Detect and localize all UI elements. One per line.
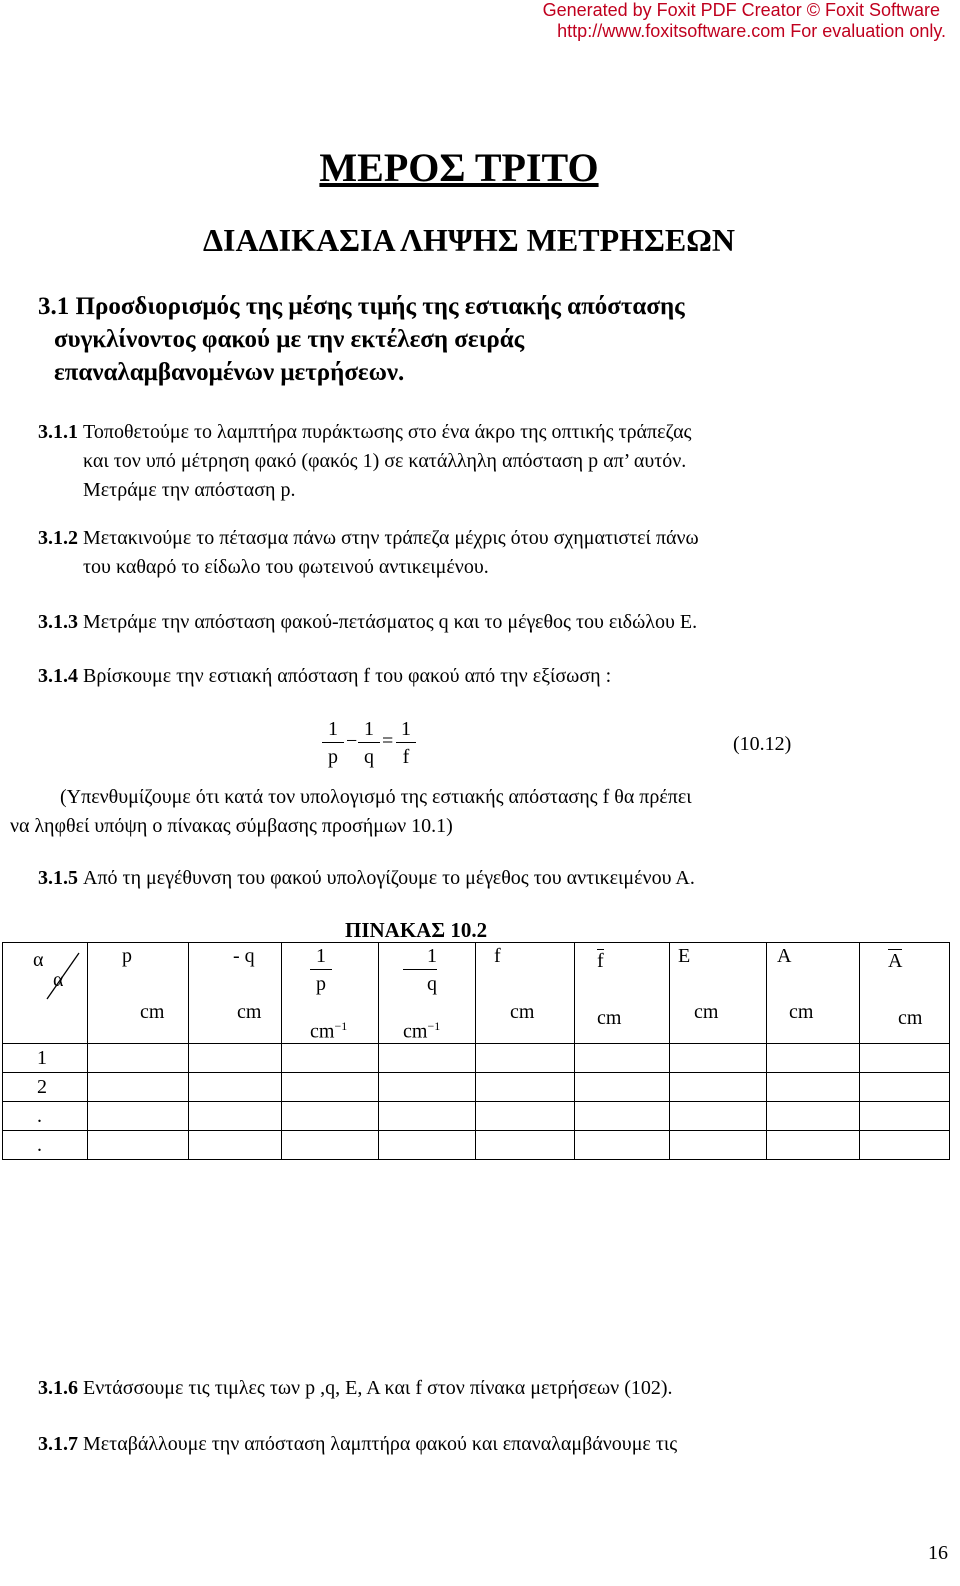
header-cell-f-mean <box>575 943 670 1044</box>
table-cell <box>379 1102 476 1131</box>
table-cell <box>476 1131 575 1160</box>
fraction-1-over-q <box>403 943 437 998</box>
table-cell <box>379 1073 476 1102</box>
table-cell <box>88 1073 189 1102</box>
table-row <box>3 1131 950 1160</box>
table-cell <box>670 1102 767 1131</box>
numerator: 1 <box>396 716 416 743</box>
table-cell <box>860 1073 950 1102</box>
header-cell-ratio <box>3 943 88 1044</box>
measurements-table <box>2 942 950 1160</box>
table-cell <box>575 1044 670 1073</box>
table-cell <box>860 1131 950 1160</box>
table-cell <box>860 1044 950 1073</box>
table-cell <box>379 1044 476 1073</box>
table-cell <box>767 1044 860 1073</box>
table-cell <box>767 1073 860 1102</box>
table-row <box>3 1102 950 1131</box>
table-cell <box>88 1102 189 1131</box>
denominator: q <box>364 746 374 768</box>
table-cell <box>189 1102 282 1131</box>
note-line-1: (Υπενθυμίζουμε ότι κατά τον υπολογισμό της εστιακής απόστασης f θα πρέπει <box>60 786 692 808</box>
table-cell <box>379 1131 476 1160</box>
header-unit: cm <box>140 1001 165 1023</box>
header-label: p <box>122 945 132 967</box>
step-text-line: Μεταβάλλουμε την απόσταση λαμπτήρα φακού και επαναλαμβάνουμε τις <box>83 1433 678 1455</box>
ratio-top: α <box>33 949 44 971</box>
table-cell <box>670 1073 767 1102</box>
row-index: 2 <box>3 1073 88 1102</box>
step-text-line: του καθαρό το είδωλο του φωτεινού αντικειμένου. <box>83 556 489 578</box>
header-cell-a-mean <box>860 943 950 1044</box>
header-label-overlined: A <box>888 950 903 972</box>
fraction-1-over-p <box>322 716 344 771</box>
unit-exponent: −1 <box>334 1019 348 1033</box>
step-3-1-1 <box>38 418 691 505</box>
header-unit: cm <box>510 1001 535 1023</box>
unit-exponent: −1 <box>427 1019 441 1033</box>
table-cell <box>282 1073 379 1102</box>
step-number: 3.1.7 <box>38 1433 78 1455</box>
header-unit <box>310 1019 347 1044</box>
header-cell-inverse-p <box>282 943 379 1044</box>
header-cell-inverse-q <box>379 943 476 1044</box>
header-cell-p <box>88 943 189 1044</box>
step-text-line: Τοποθετούμε το λαμπτήρα πυράκτωσης στο ένα άκρο της οπτικής τράπεζας <box>83 421 692 443</box>
step-text-line: Από τη μεγέθυνση του φακού υπολογίζουμε το μέγεθος του αντικειμένου Α. <box>83 867 695 889</box>
unit-text: cm <box>310 1020 335 1043</box>
fraction-1-over-f <box>396 716 416 771</box>
table-cell <box>575 1102 670 1131</box>
header-unit: cm <box>237 1001 262 1023</box>
table-cell <box>282 1131 379 1160</box>
table-cell <box>282 1044 379 1073</box>
section-heading-line-3: επαναλαμβανομένων μετρήσεων. <box>54 359 405 386</box>
note-line-2: να ληφθεί υπόψη ο πίνακας σύμβασης προσήμων 10.1) <box>10 815 453 837</box>
page-subtitle: ΔΙΑΔΙΚΑΣΙΑ ΛΗΨΗΣ ΜΕΤΡΗΣΕΩΝ <box>202 222 735 258</box>
table-cell <box>767 1131 860 1160</box>
step-text-line: και τον υπό μέτρηση φακό (φακός 1) σε κατάλληλη απόσταση p απ’ αυτόν. <box>83 450 687 472</box>
step-3-1-4 <box>38 662 611 691</box>
row-index: 1 <box>3 1044 88 1073</box>
step-text-line: Μετράμε την απόσταση p. <box>83 479 296 501</box>
numerator: 1 <box>358 716 380 743</box>
unit-text: cm <box>403 1020 428 1043</box>
numerator: 1 <box>403 943 437 970</box>
header-cell-e <box>670 943 767 1044</box>
step-text-line: Βρίσκουμε την εστιακή απόσταση f του φακού από την εξίσωση : <box>83 665 612 687</box>
table-cell <box>767 1102 860 1131</box>
table-row <box>3 1044 950 1073</box>
header-label: f <box>494 945 501 967</box>
table-cell <box>575 1073 670 1102</box>
equals-sign: = <box>382 730 394 752</box>
denominator: q <box>427 973 437 995</box>
header-cell-minus-q <box>189 943 282 1044</box>
equation-label: (10.12) <box>733 733 792 755</box>
header-unit: cm <box>694 1001 719 1023</box>
step-number: 3.1.6 <box>38 1377 78 1399</box>
table-header-row <box>3 943 950 1044</box>
step-3-1-7 <box>38 1430 677 1459</box>
header-unit: cm <box>597 1007 622 1029</box>
denominator: f <box>402 746 410 768</box>
header-unit <box>403 1019 440 1044</box>
table-cell <box>670 1044 767 1073</box>
numerator: 1 <box>322 716 344 743</box>
fraction-1-over-q <box>358 716 380 771</box>
step-number: 3.1.1 <box>38 421 78 443</box>
table-cell <box>189 1131 282 1160</box>
ratio-bottom: α <box>53 969 64 991</box>
header-label: - q <box>233 945 255 967</box>
table-cell <box>189 1073 282 1102</box>
page-title: ΜΕΡΟΣ ΤΡΙΤΟ <box>319 145 599 190</box>
table-row <box>3 1073 950 1102</box>
header-unit: cm <box>789 1001 814 1023</box>
table-cell <box>476 1073 575 1102</box>
numerator: 1 <box>310 943 332 970</box>
step-number: 3.1.5 <box>38 867 78 889</box>
page-number: 16 <box>928 1542 948 1564</box>
step-number: 3.1.3 <box>38 611 78 633</box>
table-cell <box>860 1102 950 1131</box>
header-cell-a <box>767 943 860 1044</box>
step-3-1-6 <box>38 1374 673 1403</box>
table-cell <box>575 1131 670 1160</box>
watermark-line-2: http://www.foxitsoftware.com For evaluation only. <box>557 21 946 41</box>
step-3-1-3 <box>38 608 697 637</box>
table-cell <box>476 1102 575 1131</box>
step-text-line: Μετακινούμε το πέτασμα πάνω στην τράπεζα μέχρις ότου σχηματιστεί πάνω <box>83 527 699 549</box>
denominator: p <box>328 746 338 768</box>
watermark-line-1: Generated by Foxit PDF Creator © Foxit Software <box>542 0 940 20</box>
section-heading-line-1: 3.1 Προσδιορισμός της μέσης τιμής της εστιακής απόστασης <box>38 293 685 320</box>
step-text-line: Μετράμε την απόσταση φακού-πετάσματος q και το μέγεθος του ειδώλου Ε. <box>83 611 698 633</box>
table-cell <box>88 1131 189 1160</box>
table-cell <box>189 1044 282 1073</box>
table-caption: ΠΙΝΑΚΑΣ 10.2 <box>345 918 488 942</box>
minus-sign: − <box>346 730 358 752</box>
step-text-line: Εντάσσουμε τις τιμλες των p ,q, E, A και f στον πίνακα μετρήσεων (102). <box>83 1377 673 1399</box>
header-unit: cm <box>898 1007 923 1029</box>
table-cell <box>670 1131 767 1160</box>
table-cell <box>476 1044 575 1073</box>
section-heading <box>38 290 798 389</box>
header-label: A <box>777 945 792 967</box>
row-index: . <box>3 1131 88 1160</box>
header-cell-f <box>476 943 575 1044</box>
section-heading-line-2: συγκλίνοντος φακού με την εκτέλεση σειράς <box>54 326 525 353</box>
step-3-1-2 <box>38 524 699 582</box>
step-number: 3.1.4 <box>38 665 78 687</box>
fraction-1-over-p <box>310 943 332 998</box>
table-cell <box>282 1102 379 1131</box>
step-number: 3.1.2 <box>38 527 78 549</box>
row-index: . <box>3 1102 88 1131</box>
denominator: p <box>316 973 326 995</box>
table-cell <box>88 1044 189 1073</box>
header-label-overlined: f <box>597 950 604 972</box>
header-label: E <box>678 945 691 967</box>
step-3-1-5 <box>38 864 695 893</box>
